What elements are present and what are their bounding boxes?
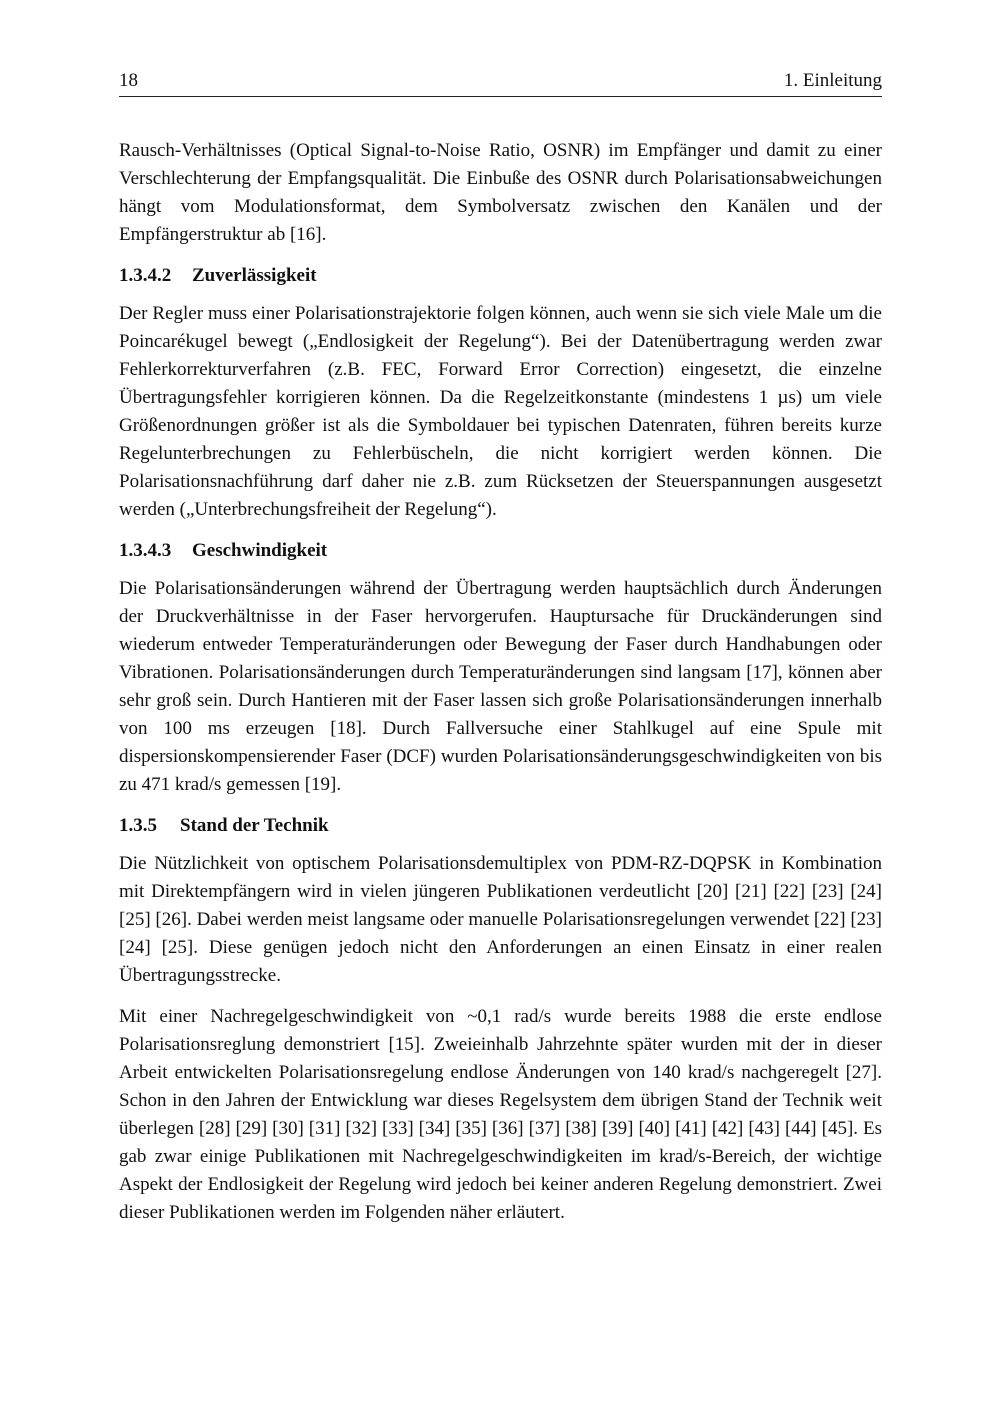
section-number: 1.3.4.2 bbox=[119, 265, 172, 286]
section-title: Zuverlässigkeit bbox=[192, 265, 317, 286]
section-number: 1.3.5 bbox=[119, 815, 157, 836]
section-number: 1.3.4.3 bbox=[119, 540, 172, 561]
section-heading-stand-der-technik bbox=[119, 812, 882, 840]
running-header bbox=[119, 68, 882, 97]
section-title: Geschwindigkeit bbox=[192, 540, 328, 561]
section-title: Stand der Technik bbox=[180, 815, 329, 836]
paragraph-stand-der-technik-2: Mit einer Nachregelgeschwindigkeit von ~0,1 rad/s wurde bereits 1988 die erste endlose Polarisationsreglung demonstriert [15]. Zweieinhalb Jahrzehnte später wurden mit der in dieser Arbeit entwickelten Polarisationsregelung endlose Änderungen von 140 krad/s nachgeregelt [27]. Schon in den Jahren der Entwicklung war dieses Regelsystem dem übrigen Stand der Technik weit überlegen [28] [29] [30] [31] [32] [33] [34] [35] [36] [37] [38] [39] [40] [41] [42] [43] [44] [45]. Es gab zwar einige Publikationen mit Nachregelgeschwindigkeiten im krad/s-Bereich, der wichtige Aspekt der Endlosigkeit der Regelung wird jedoch bei keiner anderen Regelung demonstriert. Zwei dieser Publikationen werden im Folgenden näher erläutert. bbox=[119, 1006, 882, 1223]
section-heading-geschwindigkeit bbox=[119, 537, 882, 565]
section-heading-zuverlaessigkeit bbox=[119, 262, 882, 290]
paragraph-zuverlaessigkeit: Der Regler muss einer Polarisationstrajektorie folgen können, auch wenn sie sich viele Male um die Poincarékugel bewegt („Endlosigkeit der Regelung“). Bei der Datenübertragung werden zwar Fehlerkorrekturverfahren (z.B. FEC, Forward Error Correction) eingesetzt, die einzelne Übertragungsfehler korrigieren können. Da die Regelzeitkonstante (mindestens 1 µs) um viele Größenordnungen größer ist als die Symboldauer bei typischen Datenraten, führen bereits kurze Regelunterbrechungen zu Fehlerbüscheln, die nicht korrigiert werden können. Die Polarisationsnachführung darf daher nie z.B. zum Rücksetzen der Steuerspannungen ausgesetzt werden („Unterbrechungsfreiheit der Regelung“). bbox=[119, 303, 882, 520]
paragraph-osnr: Rausch-Verhältnisses (Optical Signal-to-Noise Ratio, OSNR) im Empfänger und damit zu einer Verschlechterung der Empfangsqualität. Die Einbuße des OSNR durch Polarisationsabweichungen hängt vom Modulationsformat, dem Symbolversatz zwischen den Kanälen und der Empfängerstruktur ab [16]. bbox=[119, 140, 882, 245]
paragraph-geschwindigkeit: Die Polarisationsänderungen während der Übertragung werden hauptsächlich durch Änderungen der Druckverhältnisse in der Faser hervorgerufen. Hauptursache für Druckänderungen sind wiederum entweder Temperaturänderungen oder Bewegung der Faser durch Handhabungen oder Vibrationen. Polarisationsänderungen durch Temperaturänderungen sind langsam [17], können aber sehr groß sein. Durch Hantieren mit der Faser lassen sich große Polarisationsänderungen innerhalb von 100 ms erzeugen [18]. Durch Fallversuche einer Stahlkugel auf eine Spule mit dispersionskompensierender Faser (DCF) wurden Polarisationsänderungsgeschwindigkeiten von bis zu 471 krad/s gemessen [19]. bbox=[119, 578, 882, 795]
body-text bbox=[119, 137, 882, 1240]
page-number: 18 bbox=[119, 70, 138, 91]
paragraph-stand-der-technik-1: Die Nützlichkeit von optischem Polarisationsdemultiplex von PDM-RZ-DQPSK in Kombination mit Direktempfängern wird in vielen jüngeren Publikationen verdeutlicht [20] [21] [22] [23] [24] [25] [26]. Dabei werden meist langsame oder manuelle Polarisationsregelungen verwendet [22] [23] [24] [25]. Diese genügen jedoch nicht den Anforderungen an einen Einsatz in einer realen Übertragungsstrecke. bbox=[119, 853, 882, 986]
chapter-title: 1. Einleitung bbox=[783, 70, 882, 91]
